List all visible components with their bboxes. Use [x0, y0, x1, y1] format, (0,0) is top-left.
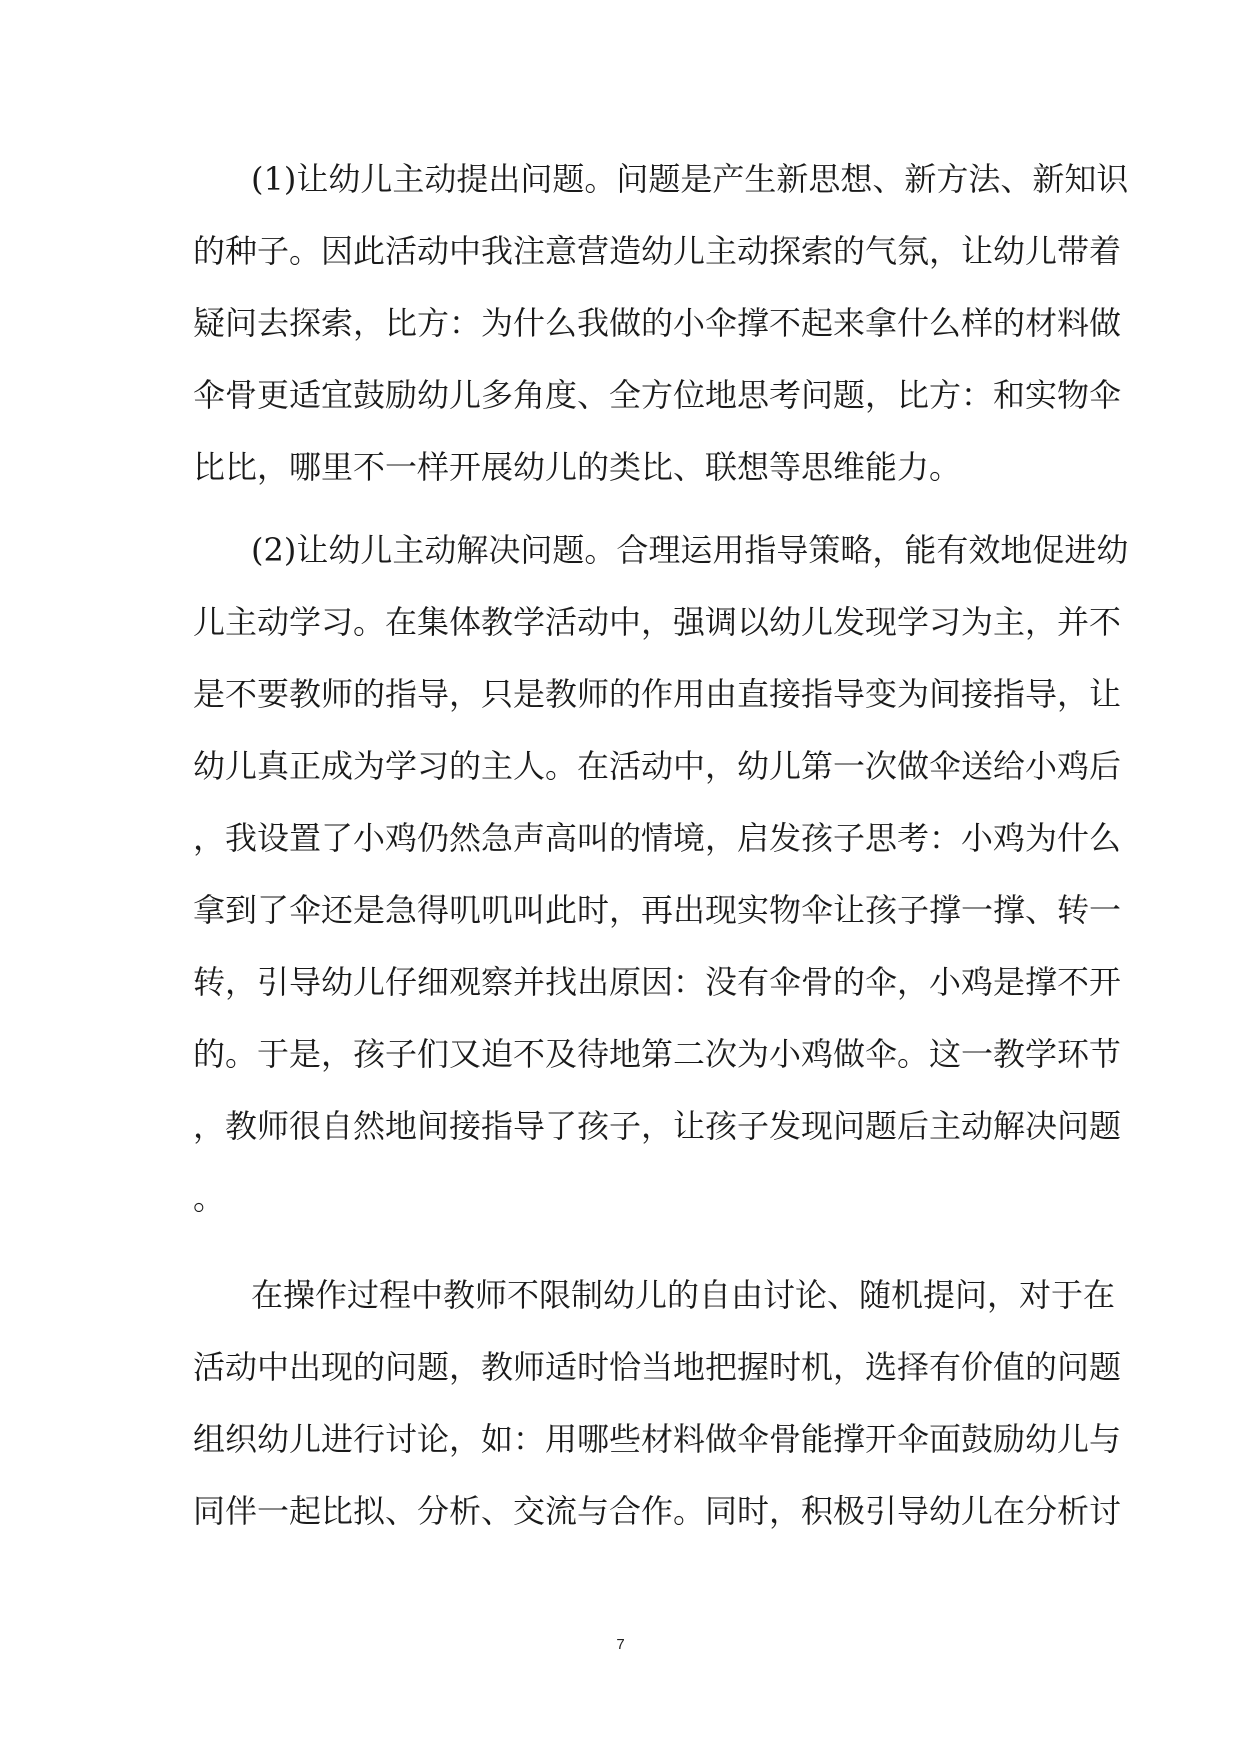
paragraph-1-line-5: 比比，哪里不一样开展幼儿的类比、联想等思维能力。 — [193, 448, 962, 486]
paragraph-1-line-1: (1)让幼儿主动提出问题。问题是产生新思想、新方法、新知识 — [251, 160, 1129, 198]
paragraph-2-line-10: 。 — [193, 1179, 226, 1217]
paragraph-1-line-3: 疑问去探索，比方：为什么我做的小伞撑不起来拿什么样的材料做 — [193, 304, 1122, 342]
page-number: 7 — [616, 1636, 625, 1653]
paragraph-2-line-1: (2)让幼儿主动解决问题。合理运用指导策略，能有效地促进幼 — [251, 531, 1129, 569]
paragraph-2-line-4: 幼儿真正成为学习的主人。在活动中，幼儿第一次做伞送给小鸡后 — [193, 747, 1122, 785]
paragraph-2-line-6: 拿到了伞还是急得叽叽叫此时，再出现实物伞让孩子撑一撑、转一 — [193, 891, 1122, 929]
paragraph-2-line-7: 转，引导幼儿仔细观察并找出原因：没有伞骨的伞，小鸡是撑不开 — [193, 963, 1122, 1001]
paragraph-3-line-2: 活动中出现的问题，教师适时恰当地把握时机，选择有价值的问题 — [193, 1348, 1122, 1386]
paragraph-3-line-1: 在操作过程中教师不限制幼儿的自由讨论、随机提问，对于在 — [251, 1276, 1116, 1314]
paragraph-2-line-2: 儿主动学习。在集体教学活动中，强调以幼儿发现学习为主，并不 — [193, 603, 1122, 641]
paragraph-2-line-5: ，我设置了小鸡仍然急声高叫的情境，启发孩子思考：小鸡为什么 — [193, 819, 1122, 857]
paragraph-2-line-3: 是不要教师的指导，只是教师的作用由直接指导变为间接指导，让 — [193, 675, 1122, 713]
paragraph-2-line-8: 的。于是，孩子们又迫不及待地第二次为小鸡做伞。这一教学环节 — [193, 1035, 1122, 1073]
paragraph-2-line-9: ，教师很自然地间接指导了孩子，让孩子发现问题后主动解决问题 — [193, 1107, 1122, 1145]
paragraph-3-line-3: 组织幼儿进行讨论，如：用哪些材料做伞骨能撑开伞面鼓励幼儿与 — [193, 1420, 1122, 1458]
paragraph-1-line-2: 的种子。因此活动中我注意营造幼儿主动探索的气氛，让幼儿带着 — [193, 232, 1122, 270]
paragraph-1-line-4: 伞骨更适宜鼓励幼儿多角度、全方位地思考问题，比方：和实物伞 — [193, 376, 1122, 414]
paragraph-3-line-4: 同伴一起比拟、分析、交流与合作。同时，积极引导幼儿在分析讨 — [193, 1492, 1122, 1530]
